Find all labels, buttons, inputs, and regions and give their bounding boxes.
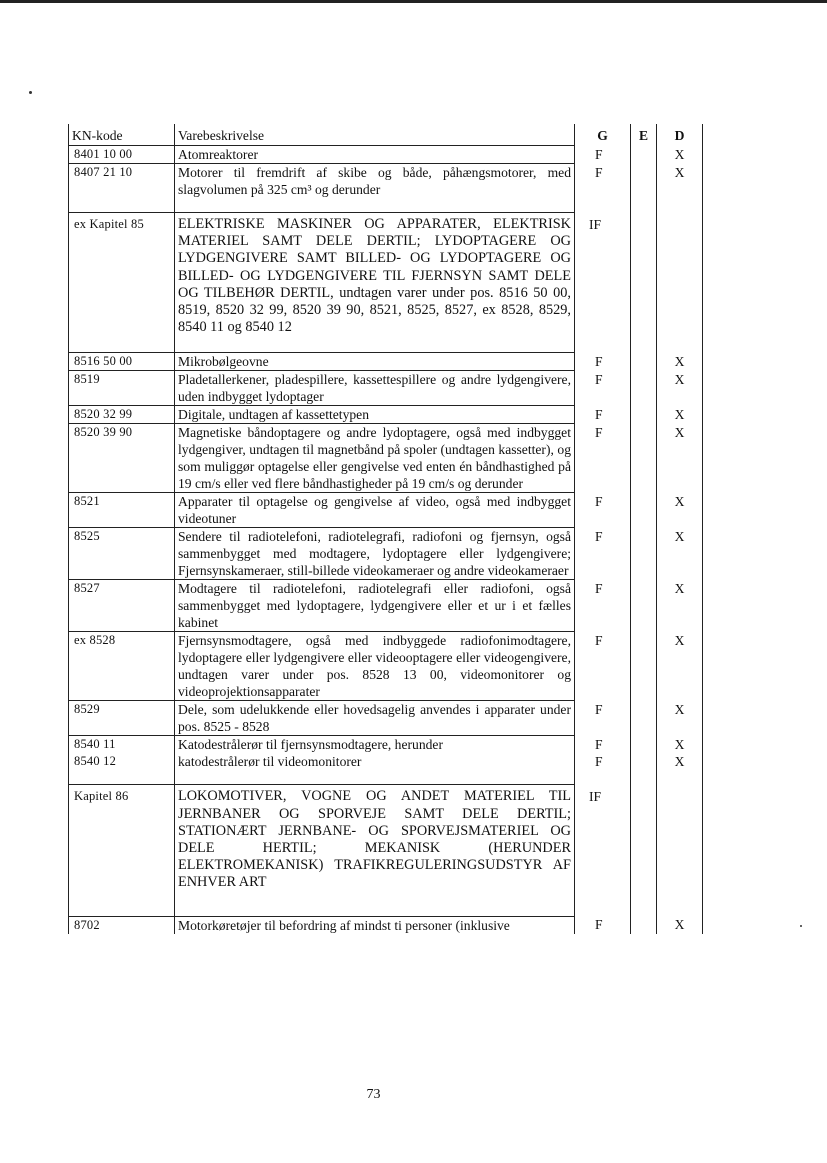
row-e bbox=[631, 406, 657, 424]
row-g: F bbox=[575, 580, 631, 632]
row-e bbox=[631, 753, 657, 770]
table-row bbox=[69, 753, 703, 770]
row-g: F bbox=[575, 146, 631, 164]
row-spacer bbox=[69, 338, 703, 353]
row-code: 8519 bbox=[69, 371, 175, 406]
row-d: X bbox=[657, 353, 703, 371]
table-row bbox=[69, 916, 703, 934]
row-code: 8516 50 00 bbox=[69, 353, 175, 371]
row-d: X bbox=[657, 493, 703, 528]
row-d: X bbox=[657, 736, 703, 754]
row-d: X bbox=[657, 164, 703, 199]
row-g: F bbox=[575, 493, 631, 528]
row-description: Apparater til optagelse og gengivelse af video, også med indbygget videotuner bbox=[175, 493, 575, 528]
row-e bbox=[631, 916, 657, 934]
row-d: X bbox=[657, 371, 703, 406]
row-e bbox=[631, 493, 657, 528]
row-d: X bbox=[657, 916, 703, 934]
row-d: X bbox=[657, 528, 703, 580]
tariff-table bbox=[68, 124, 703, 934]
row-description: Atomreaktorer bbox=[175, 146, 575, 164]
row-d: X bbox=[657, 406, 703, 424]
row-code: 8521 bbox=[69, 493, 175, 528]
row-g: F bbox=[575, 701, 631, 736]
table-row bbox=[69, 213, 703, 339]
row-e bbox=[631, 164, 657, 199]
table-row bbox=[69, 701, 703, 736]
row-g: IF bbox=[575, 213, 631, 339]
row-description: Fjernsynsmodtagere, også med indbyggede radiofonimodtagere, lydoptagere eller lydgengivere eller videooptagere eller videogengivere, undtagen varer under pos. 8528 13 00, videomonitorer og videoprojektionsapparater bbox=[175, 632, 575, 701]
row-description: Motorkøretøjer til befordring af mindst ti personer (inklusive bbox=[175, 916, 575, 934]
row-description: LOKOMOTIVER, VOGNE OG ANDET MATERIEL TIL JERNBANER OG SPORVEJE SAMT DELE DERTIL; STATIONÆRT JERNBANE- OG SPORVEJSMATERIEL OG DELE HERTIL; MEKANISK (HERUNDER ELEKTROMEKANISK) TRAFIKREGULERINGSUDSTYR AF ENHVER ART bbox=[175, 785, 575, 894]
row-code: 8702 bbox=[69, 916, 175, 934]
row-code: 8525 bbox=[69, 528, 175, 580]
row-code: 8520 32 99 bbox=[69, 406, 175, 424]
row-e bbox=[631, 785, 657, 894]
header-code: KN-kode bbox=[69, 124, 175, 146]
row-d: X bbox=[657, 632, 703, 701]
row-d: X bbox=[657, 753, 703, 770]
row-code: Kapitel 86 bbox=[69, 785, 175, 894]
header-description: Varebeskrivelse bbox=[175, 124, 575, 146]
row-description: Magnetiske båndoptagere og andre lydoptagere, også med indbygget lydgengiver, undtagen til magnetbånd på spoler (undtagen kassetter), og som muliggør optagelse eller gengivelse ved enten én båndhastighed på 19 cm/s eller ved flere båndhastigheder på 19 cm/s og derunder bbox=[175, 424, 575, 493]
scan-speck bbox=[29, 91, 32, 94]
row-e bbox=[631, 213, 657, 339]
row-description: Motorer til fremdrift af skibe og både, påhængsmotorer, med slagvolumen på 325 cm³ og derunder bbox=[175, 164, 575, 199]
table-row bbox=[69, 632, 703, 701]
row-code: ex 8528 bbox=[69, 632, 175, 701]
header-g: G bbox=[575, 124, 631, 146]
row-g: F bbox=[575, 753, 631, 770]
row-e bbox=[631, 353, 657, 371]
row-d: X bbox=[657, 424, 703, 493]
row-d: X bbox=[657, 580, 703, 632]
row-description: katodestrålerør til videomonitorer bbox=[175, 753, 575, 770]
row-g: F bbox=[575, 164, 631, 199]
row-description: Pladetallerkener, pladespillere, kassettespillere og andre lydgengivere, uden indbygget lydoptager bbox=[175, 371, 575, 406]
row-e bbox=[631, 146, 657, 164]
table-row bbox=[69, 528, 703, 580]
table-row bbox=[69, 785, 703, 894]
row-spacer bbox=[69, 198, 703, 213]
table-row bbox=[69, 493, 703, 528]
row-code: 8520 39 90 bbox=[69, 424, 175, 493]
table-row bbox=[69, 146, 703, 164]
row-description: Mikrobølgeovne bbox=[175, 353, 575, 371]
row-spacer bbox=[69, 894, 703, 917]
row-description: Digitale, undtagen af kassettetypen bbox=[175, 406, 575, 424]
table-row bbox=[69, 580, 703, 632]
row-code: 8529 bbox=[69, 701, 175, 736]
row-g: F bbox=[575, 371, 631, 406]
row-d: X bbox=[657, 146, 703, 164]
row-code: 8540 12 bbox=[69, 753, 175, 770]
row-code: 8527 bbox=[69, 580, 175, 632]
row-d bbox=[657, 213, 703, 339]
row-g: IF bbox=[575, 785, 631, 894]
row-description: Modtagere til radiotelefoni, radiotelegrafi eller radiofoni, også sammenbygget med lydoptagere, lydgengivere eller et ur i et fælles kabinet bbox=[175, 580, 575, 632]
row-d: X bbox=[657, 701, 703, 736]
row-code: ex Kapitel 85 bbox=[69, 213, 175, 339]
row-g: F bbox=[575, 528, 631, 580]
row-g: F bbox=[575, 916, 631, 934]
row-code: 8407 21 10 bbox=[69, 164, 175, 199]
table-row bbox=[69, 406, 703, 424]
header-d: D bbox=[657, 124, 703, 146]
row-description: Dele, som udelukkende eller hovedsagelig anvendes i apparater under pos. 8525 - 8528 bbox=[175, 701, 575, 736]
row-code: 8540 11 bbox=[69, 736, 175, 754]
row-e bbox=[631, 424, 657, 493]
table-row bbox=[69, 164, 703, 199]
row-g: F bbox=[575, 353, 631, 371]
row-g: F bbox=[575, 736, 631, 754]
top-border-rule bbox=[0, 0, 827, 3]
row-g: F bbox=[575, 632, 631, 701]
table-row bbox=[69, 424, 703, 493]
row-e bbox=[631, 701, 657, 736]
table-row bbox=[69, 371, 703, 406]
row-description: Katodestrålerør til fjernsynsmodtagere, herunder bbox=[175, 736, 575, 754]
row-spacer bbox=[69, 770, 703, 785]
row-d bbox=[657, 785, 703, 894]
row-e bbox=[631, 736, 657, 754]
scan-speck bbox=[800, 925, 802, 927]
row-code: 8401 10 00 bbox=[69, 146, 175, 164]
header-e: E bbox=[631, 124, 657, 146]
row-e bbox=[631, 580, 657, 632]
row-g: F bbox=[575, 424, 631, 493]
row-e bbox=[631, 528, 657, 580]
table-row bbox=[69, 353, 703, 371]
row-g: F bbox=[575, 406, 631, 424]
row-description: Sendere til radiotelefoni, radiotelegrafi, radiofoni og fjernsyn, også sammenbygget med modtagere, lydoptagere eller lydgengivere; Fjernsynskameraer, still-billede videokameraer og andre videokameraer bbox=[175, 528, 575, 580]
page-number: 73 bbox=[366, 1087, 381, 1102]
row-description: ELEKTRISKE MASKINER OG APPARATER, ELEKTRISK MATERIEL SAMT DELE DERTIL; LYDOPTAGERE OG LYDGENGIVERE SAMT BILLED- OG LYDOPTAGERE OG BILLED- OG LYDGENGIVERE TIL FJERNSYN SAMT DELE OG TILBEHØR DERTIL, undtagen varer under pos. 8516 50 00, 8519, 8520 32 99, 8520 39 90, 8521, 8525, 8527, ex 8528, 8529, 8540 11 og 8540 12 bbox=[175, 213, 575, 339]
row-e bbox=[631, 371, 657, 406]
table-header-row bbox=[69, 124, 703, 146]
table-row bbox=[69, 736, 703, 754]
row-e bbox=[631, 632, 657, 701]
